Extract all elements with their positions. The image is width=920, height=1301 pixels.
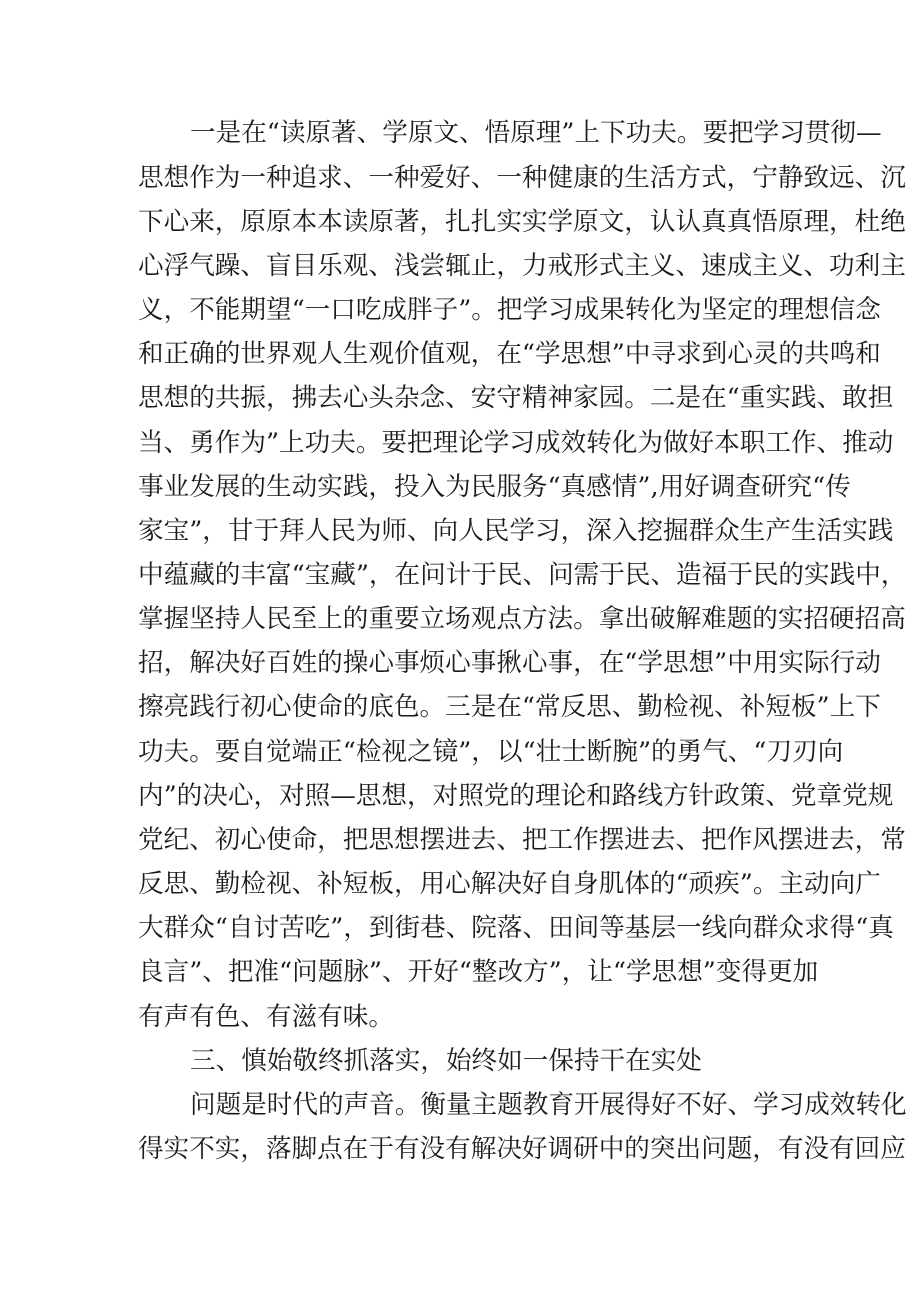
paragraph-line: 中蕴藏的丰富“宝藏”，在问计于民、问需于民、造福于民的实践中，: [138, 560, 907, 590]
paragraph-line: 功夫。要自觉端正“检视之镜”，以“壮士断腕”的勇气、“刀刃向: [138, 737, 844, 767]
paragraph-line: 心浮气躁、盲目乐观、浅尝辄止，力戒形式主义、速成主义、功利主: [138, 251, 906, 281]
paragraph-line: 和正确的世界观人生观价值观，在“学思想”中寻求到心灵的共鸣和: [138, 339, 881, 369]
paragraph-line: 当、勇作为”上功夫。要把理论学习成效转化为做好本职工作、推动: [138, 428, 894, 458]
paragraph-line: 一是在“读原著、学原文、悟原理”上下功夫。要把学习贯彻—: [190, 118, 882, 148]
paragraph-line: 问题是时代的声音。衡量主题教育开展得好不好、学习成效转化: [190, 1090, 907, 1120]
paragraph-line: 掌握坚持人民至上的重要立场观点方法。拿出破解难题的实招硬招高: [138, 604, 906, 634]
paragraph-line: 党纪、初心使命，把思想摆进去、把工作摆进去、把作风摆进去，常: [138, 825, 906, 855]
section-heading: 三、慎始敬终抓落实，始终如一保持干在实处: [190, 1046, 702, 1076]
paragraph-line: 思想的共振，拂去心头杂念、安守精神家园。二是在“重实践、敢担: [138, 383, 894, 413]
paragraph-line: 良言”、把准“问题脉”、开好“整改方”，让“学思想”变得更加: [138, 957, 819, 987]
paragraph-line: 义，不能期望“一口吃成胖子”。把学习成果转化为坚定的理想信念: [138, 295, 881, 325]
paragraph-line: 下心来，原原本本读原著，扎扎实实学原文，认认真真悟原理，杜绝: [138, 207, 906, 237]
paragraph-line: 擦亮践行初心使命的底色。三是在“常反思、勤检视、补短板”上下: [138, 692, 881, 722]
paragraph-line: 得实不实，落脚点在于有没有解决好调研中的突出问题，有没有回应: [138, 1134, 906, 1164]
paragraph-line: 内”的决心，对照—思想，对照党的理论和路线方针政策、党章党规: [138, 781, 894, 811]
paragraph-line: 反思、勤检视、补短板，用心解决好自身肌体的“顽疾”。主动向广: [138, 869, 881, 899]
paragraph-line: 思想作为一种追求、一种爱好、一种健康的生活方式，宁静致远、沉: [138, 163, 906, 193]
paragraph-line: 家宝”，甘于拜人民为师、向人民学习，深入挖掘群众生产生活实践: [138, 516, 894, 546]
paragraph-line: 招，解决好百姓的操心事烦心事揪心事，在“学思想”中用实际行动: [138, 648, 881, 678]
paragraph-line: 有声有色、有滋有味。: [138, 1002, 394, 1032]
paragraph-line: 事业发展的生动实践，投入为民服务“真感情”,用好调查研究“传: [138, 472, 851, 502]
paragraph-line: 大群众“自讨苦吃”，到街巷、院落、田间等基层一线向群众求得“真: [138, 913, 894, 943]
